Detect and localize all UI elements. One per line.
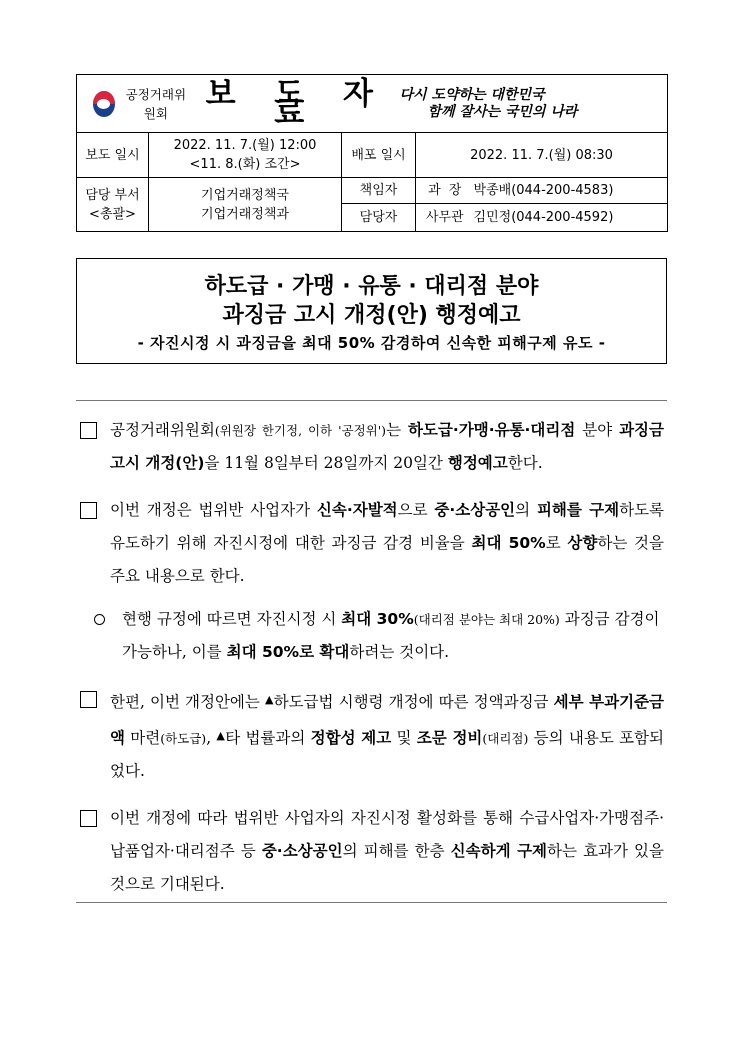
dept-line1: 기업거래정책국 [201, 187, 289, 203]
circle-bullet-icon [94, 614, 105, 625]
divider-top [76, 400, 667, 401]
paragraph-2: 이번 개정은 법위반 사업자가 신속·자발적으로 중·소상공인의 피해를 구제하도록 유도하기 위해 자진시정에 대한 과징금 감경 비율을 최대 50%로 상향하는 것을 주요 내용으로 한다. [80, 494, 664, 593]
slogan-line2: 함께 잘사는 국민의 나라 [427, 103, 578, 120]
government-emblem-icon [93, 91, 115, 117]
headline-subtitle: - 자진시정 시 과징금을 최대 50% 감경하여 신속한 피해구제 유도 - [137, 334, 606, 352]
headline-line2: 과징금 고시 개정(안) 행정예고 [222, 303, 521, 328]
release-time-label: 보도 일시 [77, 133, 149, 178]
agency-logo [93, 85, 191, 123]
sub-paragraph-1: 현행 규정에 따르면 자진시정 시 최대 30%(대리점 분야는 최대 20%) 과징금 감경이 가능하나, 이를 최대 50%로 확대하려는 것이다. [80, 603, 664, 669]
distribution-time: 2022. 11. 7.(월) 08:30 [416, 133, 668, 178]
triangle-bullet-icon: ▲ [264, 693, 274, 706]
distribution-label: 배포 일시 [342, 133, 416, 178]
headline-box [76, 258, 667, 364]
dept-label [77, 178, 149, 232]
headline-line1: 하도급 · 가맹 · 유통 · 대리점 분야 [204, 274, 539, 299]
staff-label: 담당자 [342, 204, 416, 232]
dept-line2: 기업거래정책과 [201, 206, 289, 222]
paragraph-3: 한편, 이번 개정안에는 ▲하도급법 시행령 개정에 따른 정액과징금 세부 부과기준금액 마련(하도급), ▲타 법률과의 정합성 제고 및 조문 정비(대리점) 등의 내용도 포함되었다. [80, 683, 664, 788]
staff-contact: 김민정(044-200-4592) [474, 204, 668, 232]
checkbox-bullet-icon [80, 810, 97, 827]
agency-name: 공정거래위원회 [125, 86, 187, 121]
dept-label-line2: <총괄> [89, 206, 136, 222]
dept-label-line1: 담당 부서 [85, 187, 140, 203]
header-table [76, 74, 668, 232]
document-title: 보 도 자 료 [205, 75, 387, 131]
paragraph-1: 공정거래위원회(위원장 한기정, 이하 '공정위')는 하도급·가맹·유통·대리점 분야 과징금 고시 개정(안)을 11월 8일부터 28일까지 20일간 행정예고한다. [80, 414, 664, 480]
dept-name [149, 178, 342, 232]
manager-contact: 박종배(044-200-4583) [474, 178, 668, 204]
manager-title: 과 장 [416, 178, 474, 204]
manager-label: 책임자 [342, 178, 416, 204]
paragraph-4: 이번 개정에 따라 법위반 사업자의 자진시정 활성화를 통해 수급사업자·가맹점주·납품업자·대리점주 등 중·소상공인의 피해를 한층 신속하게 구제하는 효과가 있을 것으로 기대된다. [80, 802, 664, 901]
triangle-bullet-icon: ▲ [216, 729, 226, 742]
slogan-line1: 다시 도약하는 대한민국 [399, 86, 545, 103]
body-content [80, 414, 664, 901]
release-time [149, 133, 342, 178]
checkbox-bullet-icon [80, 691, 97, 708]
release-time-line2: <11. 8.(화) 조간> [189, 157, 301, 172]
release-time-line1: 2022. 11. 7.(월) 12:00 [173, 138, 317, 153]
divider-bottom [76, 902, 667, 903]
checkbox-bullet-icon [80, 502, 97, 519]
checkbox-bullet-icon [80, 422, 97, 439]
staff-title: 사무관 [416, 204, 474, 232]
